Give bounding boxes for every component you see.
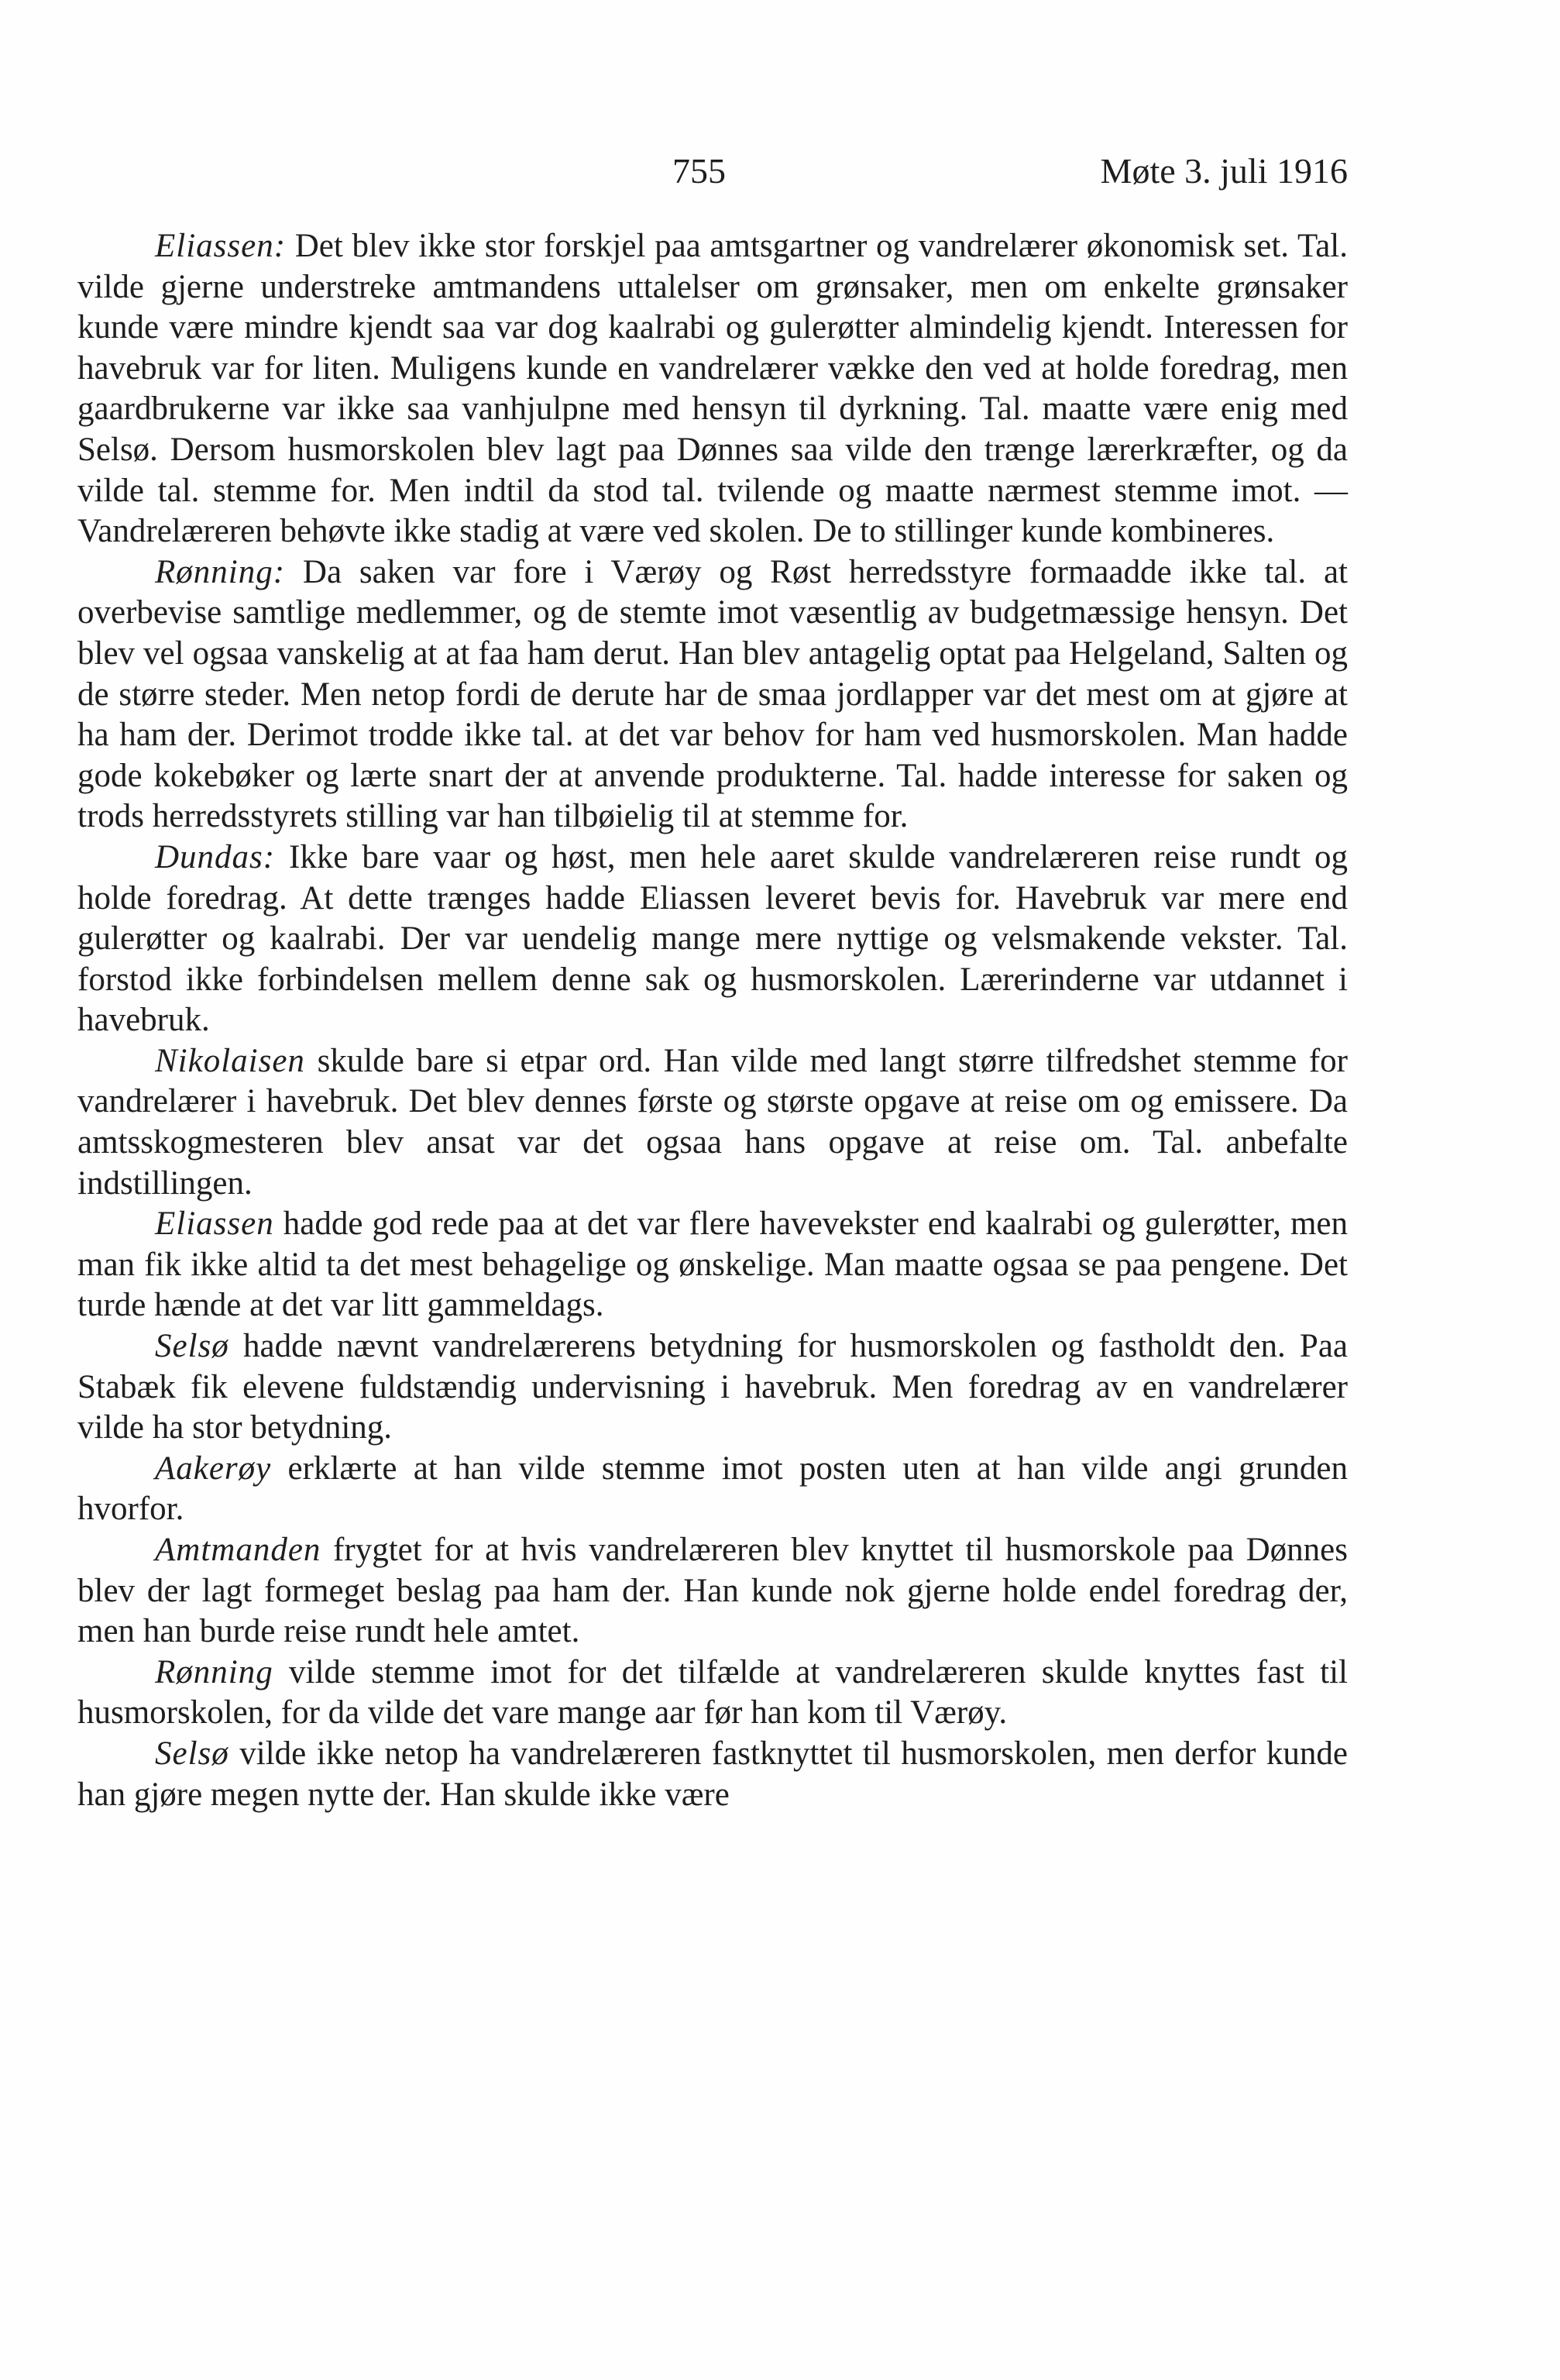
paragraph-aakeroy bbox=[77, 1449, 1348, 1530]
paragraph-text: Da saken var fore i Værøy og Røst herredsstyre formaadde ikke tal. at overbevise samtlige medlemmer, og de stemte imot væsentlig av budgetmæssige hensyn. Det blev vel ogsaa vanskelig at at faa ham derut. Han blev antagelig optat paa Helgeland, Salten og de større steder. Men netop fordi de derute har de smaa jordlapper var det mest om at gjøre at ha ham der. Derimot trodde ikke tal. at det var behov for ham ved husmorskolen. Man hadde gode kokebøker og lærte snart der at anvende produkterne. Tal. hadde interesse for saken og trods herredsstyrets stilling var han tilbøielig til at stemme for. bbox=[77, 553, 1348, 835]
speaker-name: Amtmanden bbox=[155, 1532, 321, 1568]
paragraph-text: frygtet for at hvis vandrelæreren blev knyttet til husmorskole paa Dønnes blev der lagt formeget beslag paa ham der. Han kunde nok gjerne holde endel foredrag der, men han burde reise rundt hele amtet. bbox=[77, 1532, 1348, 1650]
paragraph-text: skulde bare si etpar ord. Han vilde med langt større tilfredshet stemme for vandrelærer i havebruk. Det blev dennes første og største opgave at reise om og emissere. Da amtsskogmesteren blev ansat var det ogsaa hans opgave at reise om. Tal. anbefalte indstillingen. bbox=[77, 1042, 1348, 1202]
speaker-name: Nikolaisen bbox=[155, 1042, 305, 1079]
body-text bbox=[77, 226, 1348, 1815]
paragraph-ronning-1 bbox=[77, 552, 1348, 837]
paragraph-text: hadde god rede paa at det var flere havevekster end kaalrabi og gulerøtter, men man fik ikke altid ta det mest behagelige og ønskelige. Man maatte ogsaa se paa pengene. Det turde hænde at det var litt gammeldags. bbox=[77, 1205, 1348, 1324]
paragraph-ronning-2 bbox=[77, 1653, 1348, 1734]
page-number: 755 bbox=[672, 151, 726, 191]
paragraph-text: hadde nævnt vandrelærerens betydning for husmorskolen og fastholdt den. Paa Stabæk fik elevene fuldstændig undervisning i havebruk. Men foredrag av en vandrelærer vilde ha stor betydning. bbox=[77, 1328, 1348, 1446]
paragraph-text: Det blev ikke stor forskjel paa amtsgartner og vandrelærer økonomisk set. Tal. vilde gjerne understreke amtmandens uttalelser om grønsaker, men om enkelte grønsaker kunde være mindre kjendt saa var dog kaalrabi og gulerøtter almindelig kjendt. Interessen for havebruk var for liten. Muligens kunde en vandrelærer vække den ved at holde foredrag, men gaardbrukerne var ikke saa vanhjulpne med hensyn til dyrkning. Tal. maatte være enig med Selsø. Dersom husmorskolen blev lagt paa Dønnes saa vilde den trænge lærerkræfter, og da vilde tal. stemme for. Men indtil da stod tal. tvilende og maatte nærmest stemme imot. — Vandrelæreren behøvte ikke stadig at være ved skolen. De to stillinger kunde kombineres. bbox=[77, 228, 1348, 550]
running-header bbox=[77, 144, 1348, 198]
speaker-name: Rønning bbox=[155, 1653, 273, 1690]
paragraph-eliassen-1 bbox=[77, 226, 1348, 552]
meeting-date: Møte 3. juli 1916 bbox=[1100, 151, 1348, 191]
paragraph-dundas bbox=[77, 837, 1348, 1041]
paragraph-eliassen-2 bbox=[77, 1204, 1348, 1326]
speaker-name: Selsø bbox=[155, 1328, 229, 1365]
paragraph-text: vilde ikke netop ha vandrelæreren fastknyttet til husmorskolen, men derfor kunde han gjøre megen nytte der. Han skulde ikke være bbox=[77, 1735, 1348, 1813]
paragraph-nikolaisen bbox=[77, 1041, 1348, 1204]
speaker-name: Rønning: bbox=[155, 553, 286, 590]
paragraph-amtmanden bbox=[77, 1530, 1348, 1653]
paragraph-selso-1 bbox=[77, 1326, 1348, 1449]
paragraph-selso-2 bbox=[77, 1734, 1348, 1815]
paragraph-text: vilde stemme imot for det tilfælde at vandrelæreren skulde knyttes fast til husmorskolen, for da vilde det vare mange aar før han kom til Værøy. bbox=[77, 1653, 1348, 1732]
speaker-name: Dundas: bbox=[155, 838, 276, 875]
paragraph-text: erklærte at han vilde stemme imot posten uten at han vilde angi grunden hvorfor. bbox=[77, 1450, 1348, 1528]
speaker-name: Aakerøy bbox=[155, 1450, 272, 1487]
speaker-name: Eliassen: bbox=[155, 228, 287, 264]
speaker-name: Selsø bbox=[155, 1735, 229, 1772]
paragraph-text: Ikke bare vaar og høst, men hele aaret skulde vandrelæreren reise rundt og holde foredrag. At dette trænges hadde Eliassen leveret bevis for. Havebruk var mere end gulerøtter og kaalrabi. Der var uendelig mange mere nyttige og velsmakende vekster. Tal. forstod ikke forbindelsen mellem denne sak og husmorskolen. Lærerinderne var utdannet i havebruk. bbox=[77, 838, 1348, 1039]
speaker-name: Eliassen bbox=[155, 1205, 274, 1243]
